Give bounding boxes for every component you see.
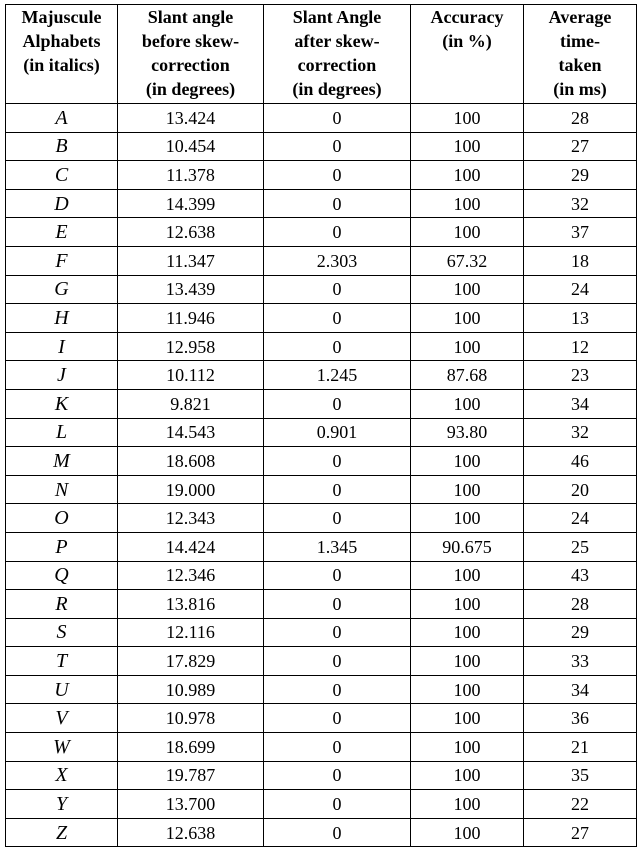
cell-slant-before: 11.378 [118,161,264,190]
table-row [6,104,637,133]
cell-slant-after: 0 [264,675,411,704]
cell-alphabet: K [6,389,118,418]
cell-slant-before: 13.816 [118,590,264,619]
cell-slant-after: 1.245 [264,361,411,390]
cell-time-taken: 36 [524,704,637,733]
cell-accuracy: 100 [411,304,524,333]
cell-slant-before: 9.821 [118,389,264,418]
cell-slant-before: 18.699 [118,733,264,762]
cell-slant-before: 12.958 [118,332,264,361]
results-table [5,4,637,847]
cell-time-taken: 25 [524,532,637,561]
cell-alphabet: W [6,733,118,762]
cell-accuracy: 100 [411,447,524,476]
cell-accuracy: 100 [411,647,524,676]
cell-slant-after: 0 [264,733,411,762]
cell-slant-after: 0 [264,332,411,361]
cell-slant-after: 0 [264,389,411,418]
cell-alphabet: X [6,761,118,790]
cell-slant-after: 0 [264,790,411,819]
table-row [6,704,637,733]
table-row [6,561,637,590]
cell-accuracy: 67.32 [411,246,524,275]
cell-alphabet: T [6,647,118,676]
table-row [6,647,637,676]
table-row [6,590,637,619]
cell-slant-after: 0 [264,561,411,590]
cell-time-taken: 37 [524,218,637,247]
cell-accuracy: 100 [411,590,524,619]
cell-slant-before: 12.638 [118,818,264,847]
table-row [6,475,637,504]
cell-alphabet: I [6,332,118,361]
table-row [6,275,637,304]
cell-time-taken: 27 [524,818,637,847]
cell-slant-before: 13.424 [118,104,264,133]
cell-alphabet: U [6,675,118,704]
cell-time-taken: 35 [524,761,637,790]
cell-alphabet: R [6,590,118,619]
cell-alphabet: A [6,104,118,133]
cell-time-taken: 22 [524,790,637,819]
table-row [6,132,637,161]
cell-alphabet: V [6,704,118,733]
cell-slant-after: 1.345 [264,532,411,561]
cell-slant-after: 0 [264,761,411,790]
cell-alphabet: H [6,304,118,333]
table-row [6,418,637,447]
cell-slant-after: 0 [264,475,411,504]
cell-time-taken: 27 [524,132,637,161]
cell-slant-after: 0 [264,818,411,847]
cell-accuracy: 100 [411,275,524,304]
table-row [6,790,637,819]
cell-slant-before: 12.346 [118,561,264,590]
table-row [6,733,637,762]
cell-slant-after: 0 [264,161,411,190]
cell-slant-after: 0 [264,304,411,333]
table-row [6,304,637,333]
table-row [6,618,637,647]
cell-time-taken: 32 [524,418,637,447]
cell-slant-after: 0 [264,218,411,247]
results-table-container [5,4,637,847]
cell-slant-before: 19.000 [118,475,264,504]
cell-alphabet: B [6,132,118,161]
cell-alphabet: Y [6,790,118,819]
cell-time-taken: 46 [524,447,637,476]
table-row [6,361,637,390]
table-row [6,161,637,190]
cell-time-taken: 32 [524,189,637,218]
table-row [6,675,637,704]
cell-alphabet: P [6,532,118,561]
cell-slant-before: 14.543 [118,418,264,447]
cell-slant-before: 13.439 [118,275,264,304]
cell-slant-before: 13.700 [118,790,264,819]
cell-slant-after: 0 [264,275,411,304]
cell-alphabet: C [6,161,118,190]
cell-slant-after: 0 [264,590,411,619]
cell-slant-before: 10.978 [118,704,264,733]
cell-alphabet: F [6,246,118,275]
cell-slant-after: 0 [264,132,411,161]
cell-accuracy: 100 [411,818,524,847]
cell-slant-after: 2.303 [264,246,411,275]
cell-time-taken: 24 [524,275,637,304]
cell-accuracy: 100 [411,561,524,590]
table-row [6,532,637,561]
cell-accuracy: 100 [411,218,524,247]
cell-slant-before: 10.989 [118,675,264,704]
cell-slant-before: 12.116 [118,618,264,647]
cell-accuracy: 93.80 [411,418,524,447]
cell-alphabet: L [6,418,118,447]
cell-accuracy: 100 [411,504,524,533]
cell-accuracy: 100 [411,189,524,218]
header-row [6,5,637,104]
cell-time-taken: 34 [524,389,637,418]
cell-time-taken: 34 [524,675,637,704]
cell-alphabet: Q [6,561,118,590]
cell-alphabet: M [6,447,118,476]
cell-slant-after: 0 [264,647,411,676]
cell-accuracy: 100 [411,704,524,733]
cell-slant-after: 0 [264,704,411,733]
cell-slant-before: 10.112 [118,361,264,390]
cell-time-taken: 21 [524,733,637,762]
table-row [6,447,637,476]
cell-slant-after: 0 [264,447,411,476]
cell-time-taken: 28 [524,590,637,619]
cell-accuracy: 100 [411,389,524,418]
cell-accuracy: 100 [411,104,524,133]
table-body [6,104,637,847]
cell-time-taken: 12 [524,332,637,361]
cell-accuracy: 100 [411,790,524,819]
header-alphabet: Majuscule Alphabets (in italics) [6,5,118,104]
cell-time-taken: 28 [524,104,637,133]
table-row [6,818,637,847]
cell-slant-before: 18.608 [118,447,264,476]
cell-accuracy: 100 [411,675,524,704]
table-row [6,218,637,247]
cell-alphabet: G [6,275,118,304]
cell-slant-before: 10.454 [118,132,264,161]
cell-time-taken: 29 [524,161,637,190]
cell-slant-before: 14.424 [118,532,264,561]
cell-slant-after: 0 [264,104,411,133]
table-row [6,332,637,361]
cell-accuracy: 100 [411,132,524,161]
cell-alphabet: N [6,475,118,504]
cell-alphabet: E [6,218,118,247]
table-row [6,389,637,418]
cell-time-taken: 33 [524,647,637,676]
table-row [6,761,637,790]
cell-accuracy: 100 [411,475,524,504]
table-row [6,504,637,533]
cell-slant-before: 12.343 [118,504,264,533]
cell-time-taken: 18 [524,246,637,275]
header-time-taken: Average time- taken (in ms) [524,5,637,104]
cell-time-taken: 43 [524,561,637,590]
header-slant-after: Slant Angle after skew- correction (in degrees) [264,5,411,104]
cell-alphabet: S [6,618,118,647]
cell-accuracy: 100 [411,733,524,762]
header-accuracy: Accuracy (in %) [411,5,524,104]
cell-accuracy: 90.675 [411,532,524,561]
cell-alphabet: J [6,361,118,390]
cell-time-taken: 20 [524,475,637,504]
header-slant-before: Slant angle before skew- correction (in degrees) [118,5,264,104]
cell-slant-before: 17.829 [118,647,264,676]
cell-slant-before: 19.787 [118,761,264,790]
cell-alphabet: O [6,504,118,533]
cell-slant-after: 0 [264,189,411,218]
cell-time-taken: 13 [524,304,637,333]
cell-alphabet: Z [6,818,118,847]
cell-alphabet: D [6,189,118,218]
cell-time-taken: 29 [524,618,637,647]
table-row [6,189,637,218]
cell-accuracy: 87.68 [411,361,524,390]
table-row [6,246,637,275]
cell-accuracy: 100 [411,761,524,790]
cell-slant-after: 0.901 [264,418,411,447]
cell-slant-before: 11.347 [118,246,264,275]
cell-time-taken: 24 [524,504,637,533]
cell-time-taken: 23 [524,361,637,390]
cell-accuracy: 100 [411,618,524,647]
cell-slant-after: 0 [264,504,411,533]
cell-slant-before: 11.946 [118,304,264,333]
cell-accuracy: 100 [411,161,524,190]
cell-slant-before: 14.399 [118,189,264,218]
cell-slant-after: 0 [264,618,411,647]
cell-accuracy: 100 [411,332,524,361]
cell-slant-before: 12.638 [118,218,264,247]
